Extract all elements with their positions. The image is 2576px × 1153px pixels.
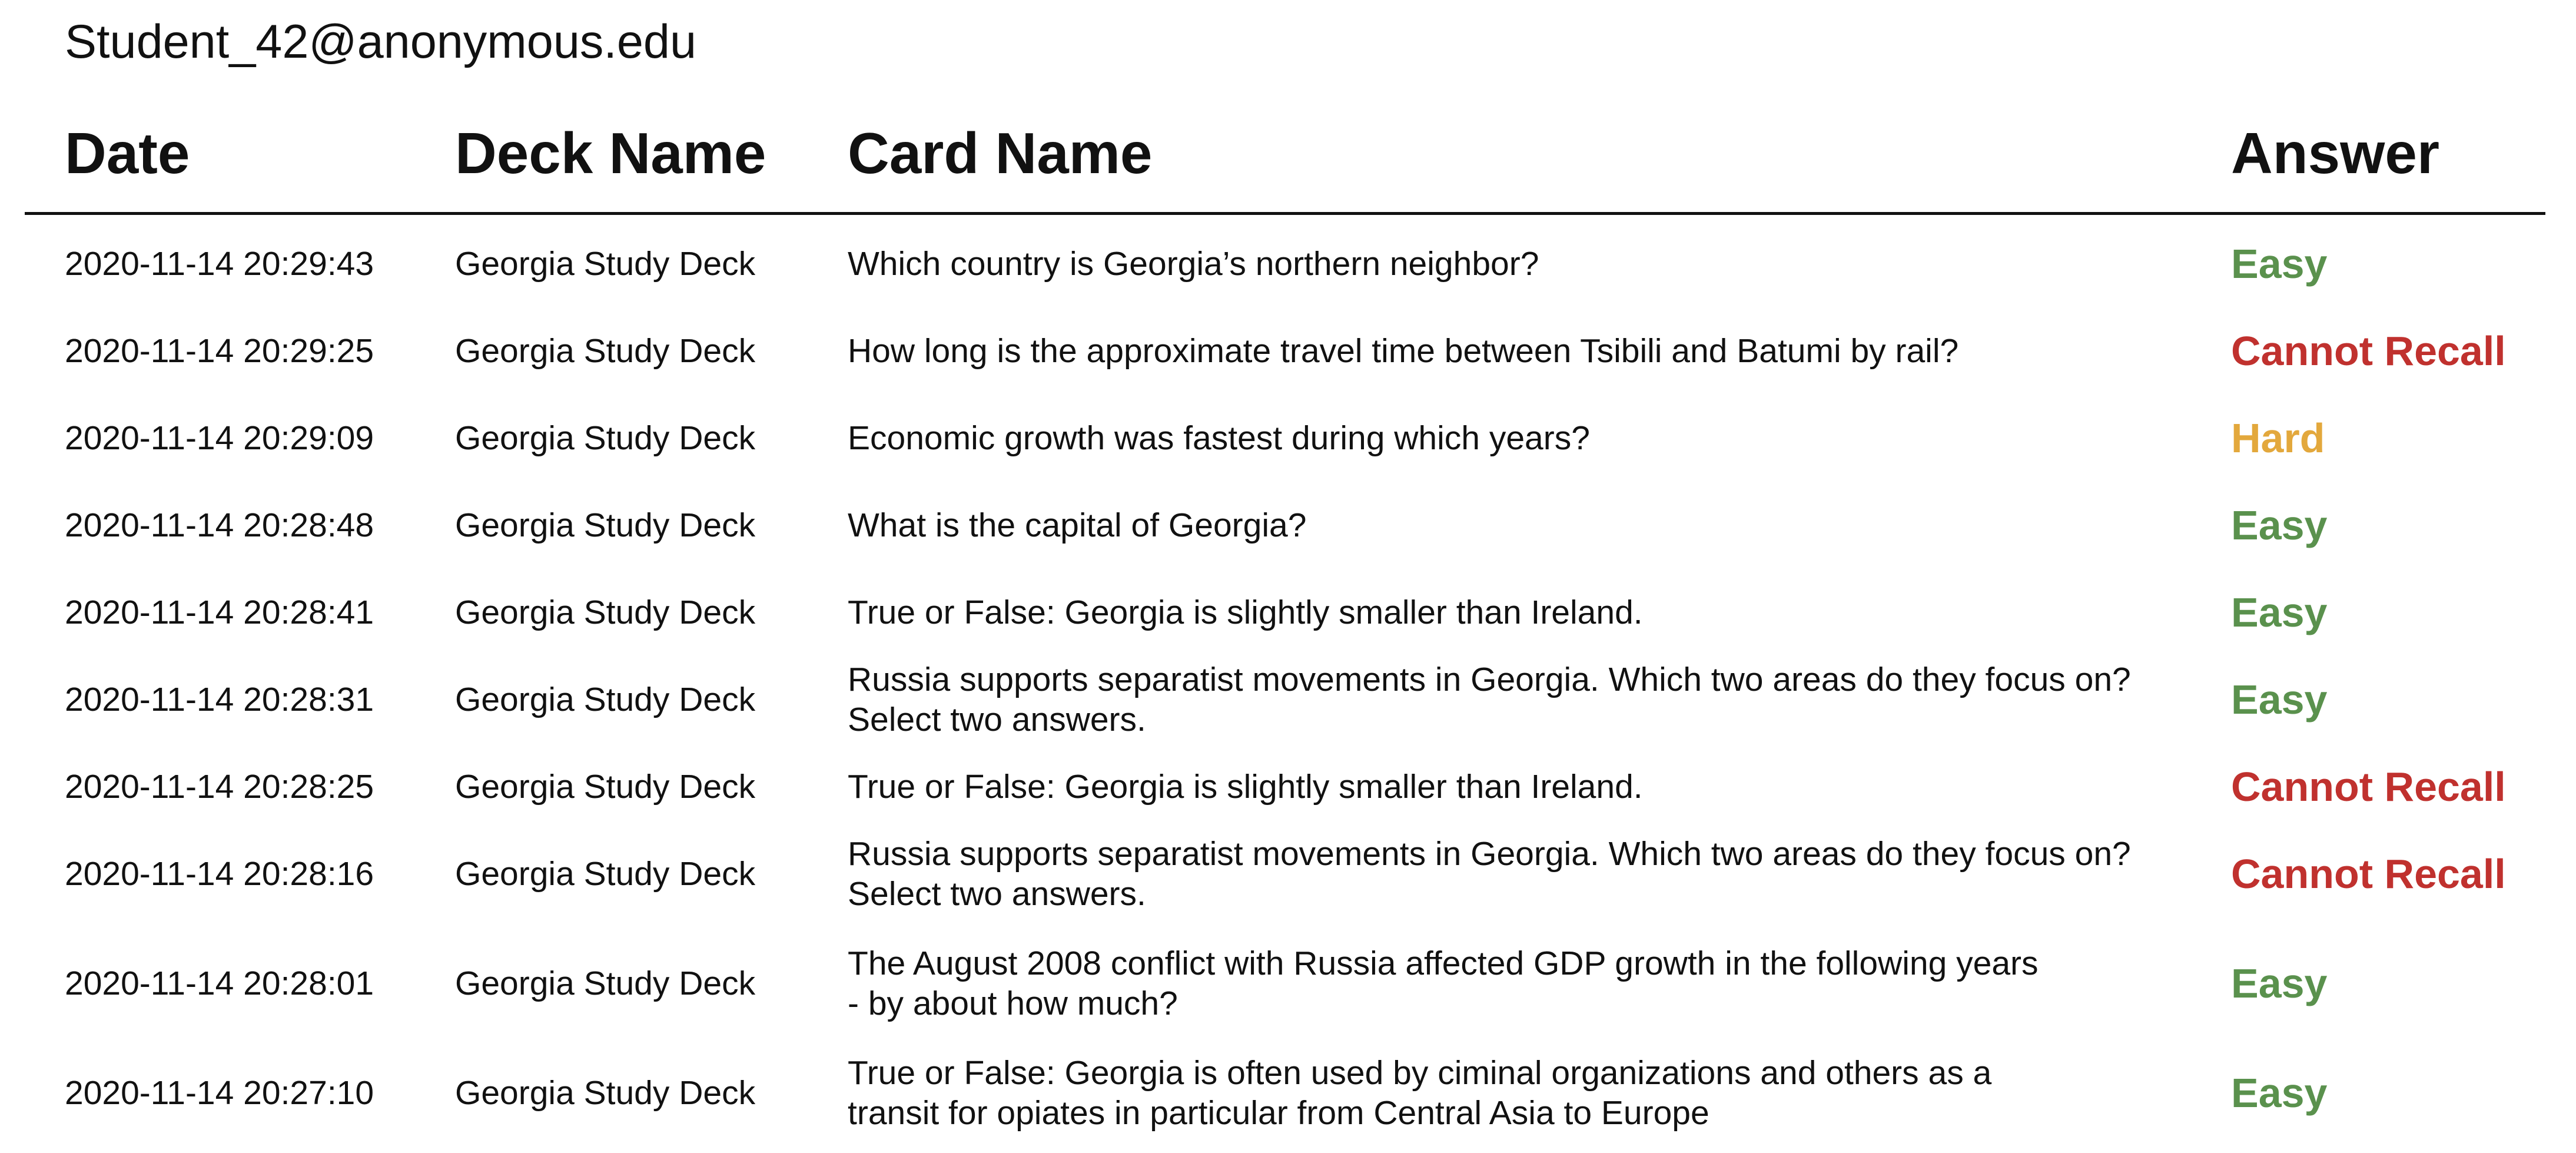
cell-card-name: What is the capital of Georgia? <box>848 506 1307 544</box>
answer-badge: Cannot Recall <box>2231 764 2506 810</box>
cell-date: 2020-11-14 20:28:48 <box>65 506 374 544</box>
table-row[interactable] <box>0 407 2576 469</box>
cell-date: 2020-11-14 20:28:31 <box>65 681 374 718</box>
table-row[interactable] <box>0 657 2576 742</box>
table-row[interactable] <box>0 495 2576 556</box>
answer-badge: Easy <box>2231 677 2328 723</box>
cell-deck-name: Georgia Study Deck <box>455 1074 756 1112</box>
table-row[interactable] <box>0 831 2576 916</box>
table-row[interactable] <box>0 320 2576 382</box>
answer-badge: Hard <box>2231 415 2325 461</box>
cell-deck-name: Georgia Study Deck <box>455 855 756 893</box>
cell-card-name: Russia supports separatist movements in Georgia. Which two areas do they focus on? Select two answers. <box>848 835 2131 913</box>
cell-deck-name: Georgia Study Deck <box>455 245 756 283</box>
cell-deck-name: Georgia Study Deck <box>455 506 756 544</box>
cell-date: 2020-11-14 20:28:41 <box>65 594 374 631</box>
cell-card-name: The August 2008 conflict with Russia affected GDP growth in the following years - by about how much? <box>848 945 2039 1022</box>
table-row[interactable] <box>0 582 2576 643</box>
column-header-answer[interactable]: Answer <box>2231 121 2440 185</box>
cell-card-name: How long is the approximate travel time between Tsibili and Batumi by rail? <box>848 332 1959 370</box>
column-header-deck-name[interactable]: Deck Name <box>455 121 766 185</box>
cell-card-name: Economic growth was fastest during which years? <box>848 419 1590 457</box>
cell-card-name: True or False: Georgia is slightly smaller than Ireland. <box>848 594 1643 631</box>
cell-date: 2020-11-14 20:27:10 <box>65 1074 374 1112</box>
cell-card-name: Russia supports separatist movements in Georgia. Which two areas do they focus on? Select two answers. <box>848 661 2131 738</box>
cell-deck-name: Georgia Study Deck <box>455 681 756 718</box>
cell-date: 2020-11-14 20:29:43 <box>65 245 374 283</box>
cell-deck-name: Georgia Study Deck <box>455 332 756 370</box>
answer-badge: Cannot Recall <box>2231 328 2506 374</box>
cell-card-name: True or False: Georgia is slightly smaller than Ireland. <box>848 768 1643 806</box>
user-email: Student_42@anonymous.edu <box>65 15 697 68</box>
cell-date: 2020-11-14 20:28:16 <box>65 855 374 893</box>
cell-card-name: Which country is Georgia’s northern neighbor? <box>848 245 1539 283</box>
table-row[interactable] <box>0 1051 2576 1135</box>
cell-card-name: True or False: Georgia is often used by ciminal organizations and others as a transit for opiates in particular from Central Asia to Europe <box>848 1054 1992 1132</box>
cell-date: 2020-11-14 20:29:09 <box>65 419 374 457</box>
answer-badge: Easy <box>2231 241 2328 287</box>
column-header-date[interactable]: Date <box>65 121 190 185</box>
cell-date: 2020-11-14 20:29:25 <box>65 332 374 370</box>
answer-badge: Easy <box>2231 589 2328 635</box>
cell-deck-name: Georgia Study Deck <box>455 594 756 631</box>
cell-deck-name: Georgia Study Deck <box>455 768 756 806</box>
table-row[interactable] <box>0 941 2576 1026</box>
cell-date: 2020-11-14 20:28:01 <box>65 965 374 1002</box>
table-row[interactable] <box>0 756 2576 817</box>
table-row[interactable] <box>0 233 2576 294</box>
cell-date: 2020-11-14 20:28:25 <box>65 768 374 806</box>
answer-badge: Easy <box>2231 1070 2328 1116</box>
answer-badge: Easy <box>2231 502 2328 548</box>
answer-badge: Easy <box>2231 960 2328 1006</box>
cell-deck-name: Georgia Study Deck <box>455 419 756 457</box>
answer-badge: Cannot Recall <box>2231 851 2506 897</box>
cell-deck-name: Georgia Study Deck <box>455 965 756 1002</box>
column-header-card-name[interactable]: Card Name <box>848 121 1153 185</box>
